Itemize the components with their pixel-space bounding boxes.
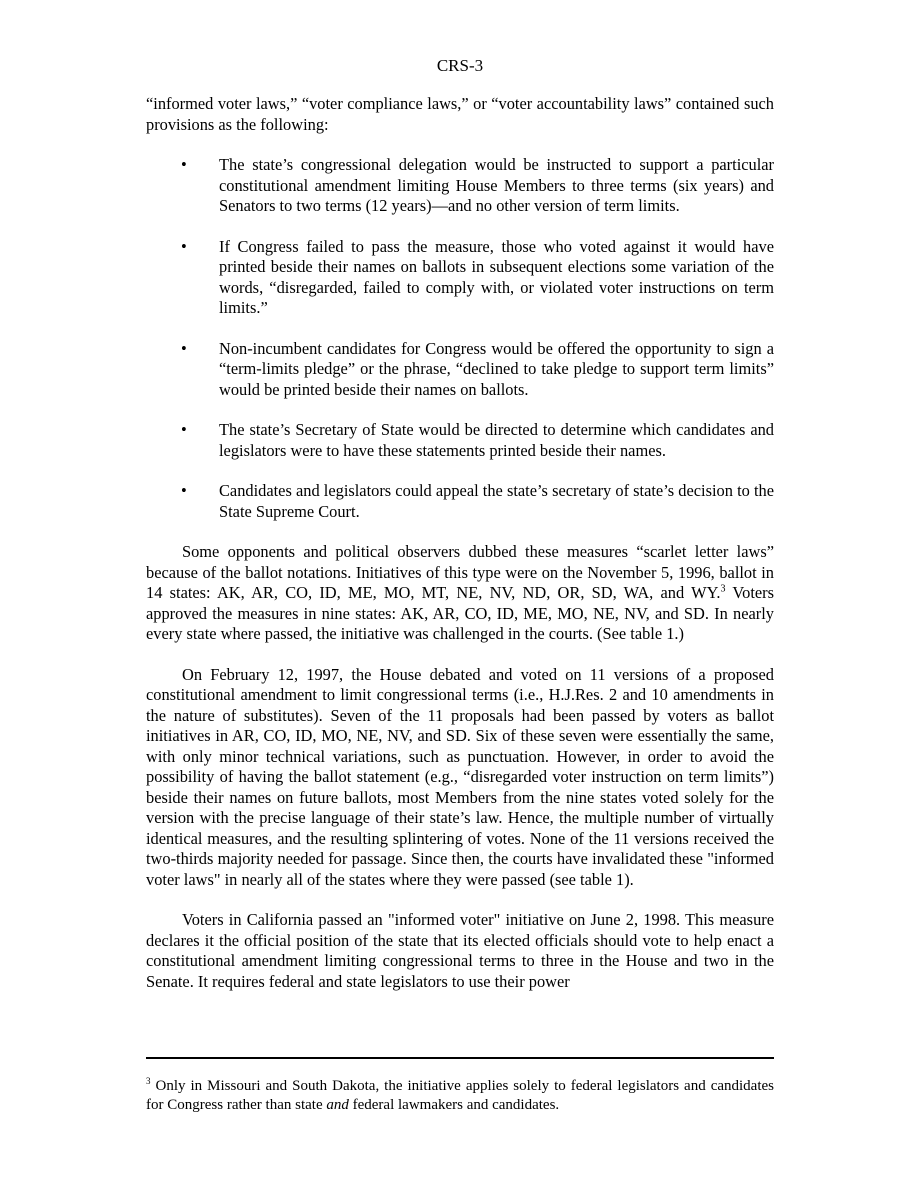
footnote <box>146 1077 774 1115</box>
bullet-icon: • <box>181 338 187 358</box>
bullet-icon: • <box>181 236 187 256</box>
house-vote-paragraph: On February 12, 1997, the House debated and voted on 11 versions of a proposed constitutional amendment to limit congressional terms (i.e., H.J.Res. 2 and 10 amendments in the nature of substitutes). Seven of the 11 proposals had been passed by voters as ballot initiatives in AR, CO, ID, MO, NE, NV, and SD. Six of these seven were essentially the same, with only minor technical variations, such as punctuation. However, in order to avoid the possibility of having the ballot statement (e.g., “disregarded voter instruction on term limits”) beside their names on future ballots, most Members from the nine states voted solely for the version with the precise language of their state’s law. Hence, the multiple number of virtually identical measures, and the resulting splintering of votes. None of the 11 versions received the two-thirds majority needed for passage. Since then, the courts have invalidated these "informed voter laws" in nearly all of the states where they were passed (see table 1). <box>146 664 774 889</box>
bullet-item <box>146 420 774 461</box>
page-number-header: CRS-3 <box>436 56 484 75</box>
footnote-text-end: federal lawmakers and candidates. <box>348 1097 560 1113</box>
bullet-icon: • <box>181 481 187 500</box>
bullet-item <box>146 339 774 401</box>
body-content <box>146 94 774 992</box>
bullet-text: The state’s congressional delegation would be instructed to support a particular constitutional amendment limiting House Members to three terms (six years) and Senators to two terms (12 years)—and no other version of term limits. <box>219 155 774 215</box>
bullet-icon: • <box>181 420 187 439</box>
footnote-emphasis: and <box>326 1097 349 1113</box>
footnote-number: 3 <box>146 1076 151 1086</box>
bullet-item <box>146 481 774 522</box>
footnote-reference: 3 <box>720 583 726 595</box>
bullet-icon: • <box>181 155 187 174</box>
paragraph-text: Some opponents and political observers dubbed these measures “scarlet letter laws” because of the ballot notations. Initiatives of this type were on the November 5, 1996, ballot in 14 states: AK, AR, CO, ID, ME, MO, MT, NE, NV, ND, OR, SD, WA, and WY. <box>146 542 774 602</box>
provisions-bullet-list <box>146 155 774 522</box>
intro-paragraph: “informed voter laws,” “voter compliance laws,” or “voter accountability laws” contained such provisions as the following: <box>146 94 774 134</box>
bullet-item <box>146 155 774 217</box>
bullet-text: The state’s Secretary of State would be directed to determine which candidates and legislators were to have these statements printed beside their names. <box>219 420 774 460</box>
bullet-text: If Congress failed to pass the measure, those who voted against it would have printed beside their names on ballots in subsequent elections some variation of the words, “disregarded, failed to comply with, or violated voter instructions on term limits.” <box>219 236 774 317</box>
california-paragraph: Voters in California passed an "informed voter" initiative on June 2, 1998. This measure declares it the official position of the state that its elected officials should vote to help enact a constitutional amendment limiting congressional terms to three in the House and two in the Senate. It requires federal and state legislators to use their power <box>146 910 774 991</box>
bullet-item <box>146 237 774 319</box>
bullet-text: Non-incumbent candidates for Congress would be offered the opportunity to sign a “term-limits pledge” or the phrase, “declined to take pledge to support term limits” would be printed beside their names on ballots. <box>219 338 774 399</box>
bullet-text: Candidates and legislators could appeal the state’s secretary of state’s decision to the State Supreme Court. <box>219 481 774 521</box>
footnote-divider <box>146 1057 774 1059</box>
paragraph-text-continued: Voters approved the measures in nine states: AK, AR, CO, ID, ME, MO, NE, NV, and SD. In nearly every state where passed, the initiative was challenged in the courts. (See table 1.) <box>146 583 774 643</box>
scarlet-letter-paragraph <box>146 542 774 645</box>
footnote-text: Only in Missouri and South Dakota, the initiative applies solely to federal legislators and candidates for Congress rather than state <box>146 1078 774 1113</box>
